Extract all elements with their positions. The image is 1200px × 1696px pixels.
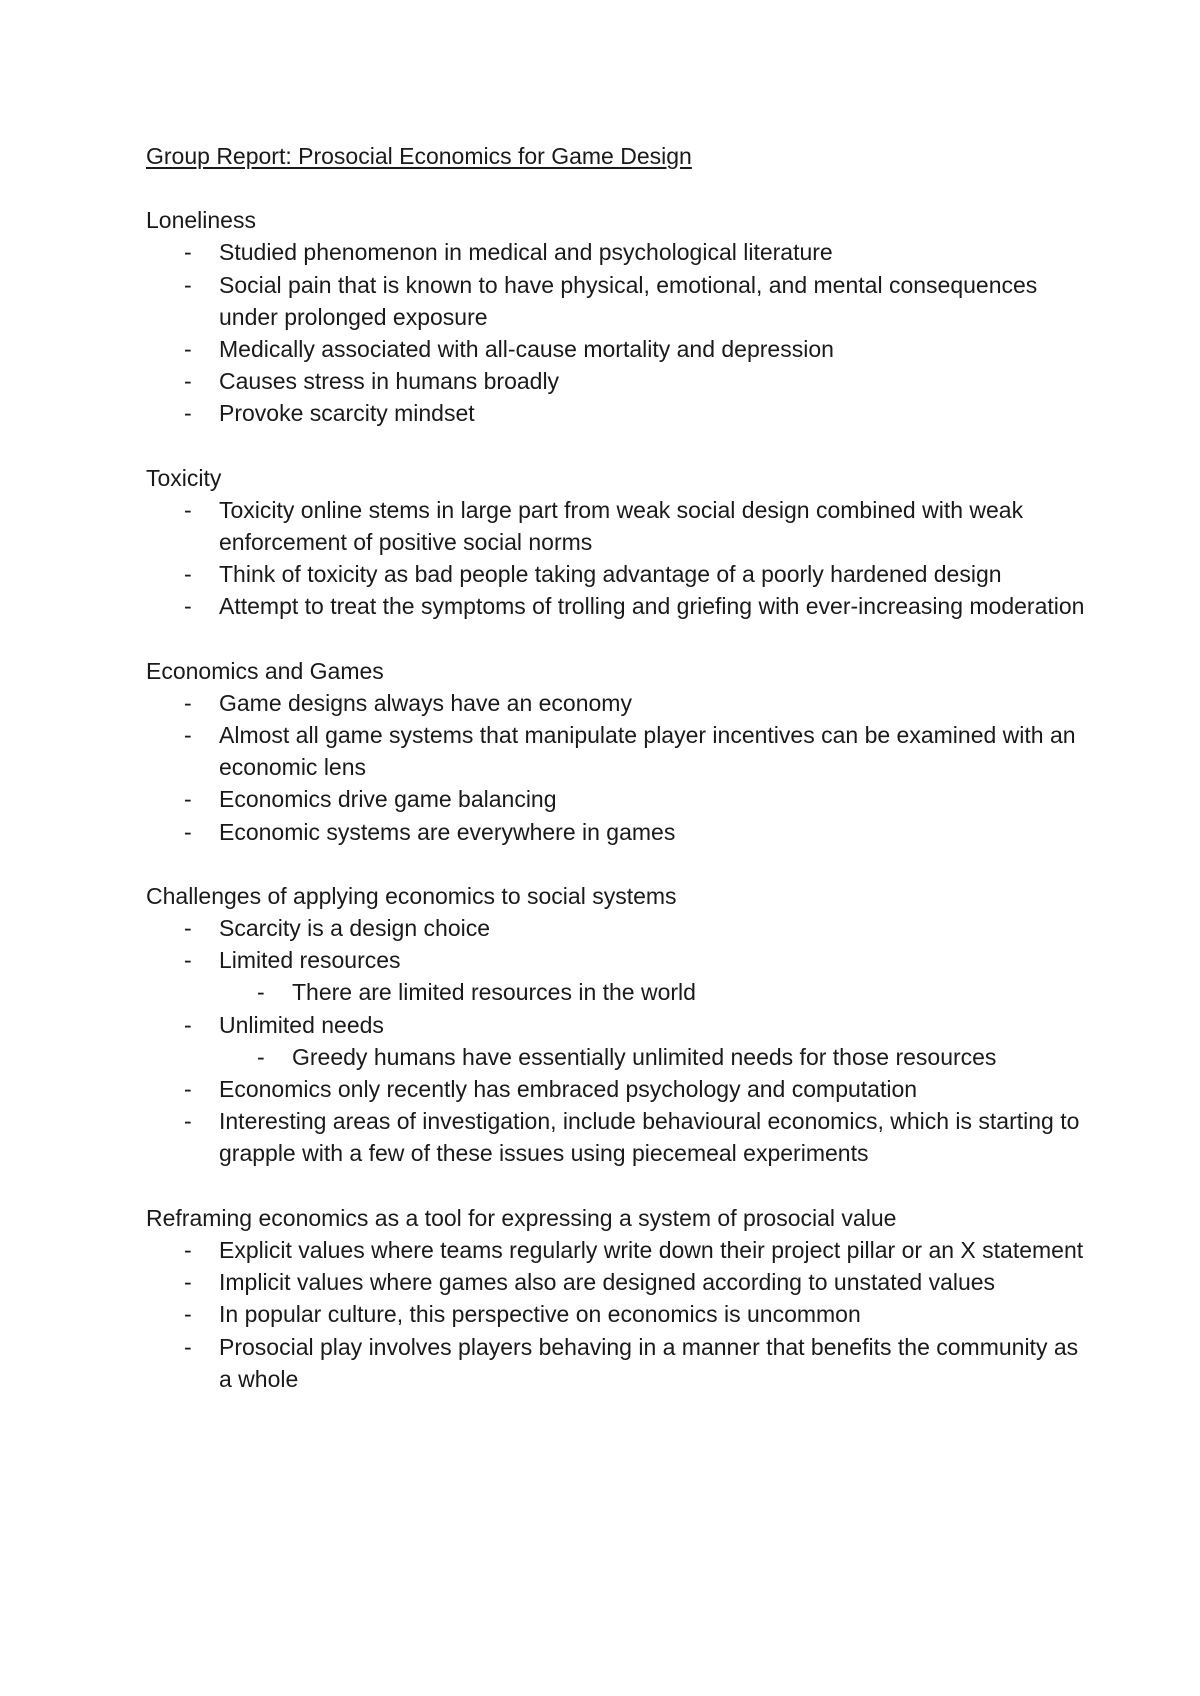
sub-list-item: - Greedy humans have essentially unlimited needs for those resources — [219, 1041, 1086, 1073]
section-heading: Loneliness — [146, 207, 256, 234]
bullet-list — [146, 236, 1086, 429]
list-item-with-sublist — [146, 1009, 1086, 1073]
list-item: - Game designs always have an economy — [146, 687, 1086, 719]
list-item: - Explicit values where teams regularly write down their project pillar or an X statement — [146, 1234, 1086, 1266]
bullet-list — [146, 494, 1086, 623]
list-item: - Medically associated with all-cause mortality and depression — [146, 333, 1086, 365]
bullet-list — [146, 1234, 1086, 1395]
section-challenges — [146, 880, 1086, 1170]
sub-list-item: - There are limited resources in the world — [219, 976, 1086, 1008]
document-title: Group Report: Prosocial Economics for Game Design — [146, 143, 692, 169]
section-economics-and-games — [146, 655, 1086, 848]
section-heading: Economics and Games — [146, 657, 384, 684]
list-item: - Economic systems are everywhere in games — [146, 816, 1086, 848]
list-item: - Provoke scarcity mindset — [146, 397, 1086, 429]
bullet-list — [146, 687, 1086, 848]
list-item: - Attempt to treat the symptoms of trolling and griefing with ever-increasing moderation — [146, 590, 1086, 622]
section-reframing — [146, 1202, 1086, 1395]
list-item-text: Limited resources — [219, 947, 401, 974]
document-page — [146, 140, 1086, 1427]
list-item: - In popular culture, this perspective on economics is uncommon — [146, 1298, 1086, 1330]
list-item: - Implicit values where games also are designed according to unstated values — [146, 1266, 1086, 1298]
list-item-text: Unlimited needs — [219, 1011, 384, 1038]
list-item: - Studied phenomenon in medical and psychological literature — [146, 236, 1086, 268]
list-item: - Think of toxicity as bad people taking advantage of a poorly hardened design — [146, 558, 1086, 590]
section-heading: Challenges of applying economics to social systems — [146, 882, 677, 909]
list-item: - Interesting areas of investigation, include behavioural economics, which is starting to grapple with a few of these issues using piecemeal experiments — [146, 1105, 1086, 1169]
list-item: - Economics drive game balancing — [146, 783, 1086, 815]
list-item: - Toxicity online stems in large part from weak social design combined with weak enforcement of positive social norms — [146, 494, 1086, 558]
sub-bullet-list — [219, 976, 1086, 1008]
list-item: - Almost all game systems that manipulate player incentives can be examined with an economic lens — [146, 719, 1086, 783]
list-item: - Scarcity is a design choice — [146, 912, 1086, 944]
section-heading: Reframing economics as a tool for expressing a system of prosocial value — [146, 1204, 897, 1231]
section-loneliness — [146, 204, 1086, 429]
list-item: - Causes stress in humans broadly — [146, 365, 1086, 397]
section-toxicity — [146, 462, 1086, 623]
list-item: - Social pain that is known to have physical, emotional, and mental consequences under prolonged exposure — [146, 269, 1086, 333]
list-item: - Economics only recently has embraced psychology and computation — [146, 1073, 1086, 1105]
list-item: - Prosocial play involves players behaving in a manner that benefits the community as a whole — [146, 1331, 1086, 1395]
sub-bullet-list — [219, 1041, 1086, 1073]
bullet-list — [146, 912, 1086, 1170]
list-item-with-sublist — [146, 944, 1086, 1008]
section-heading: Toxicity — [146, 464, 222, 491]
